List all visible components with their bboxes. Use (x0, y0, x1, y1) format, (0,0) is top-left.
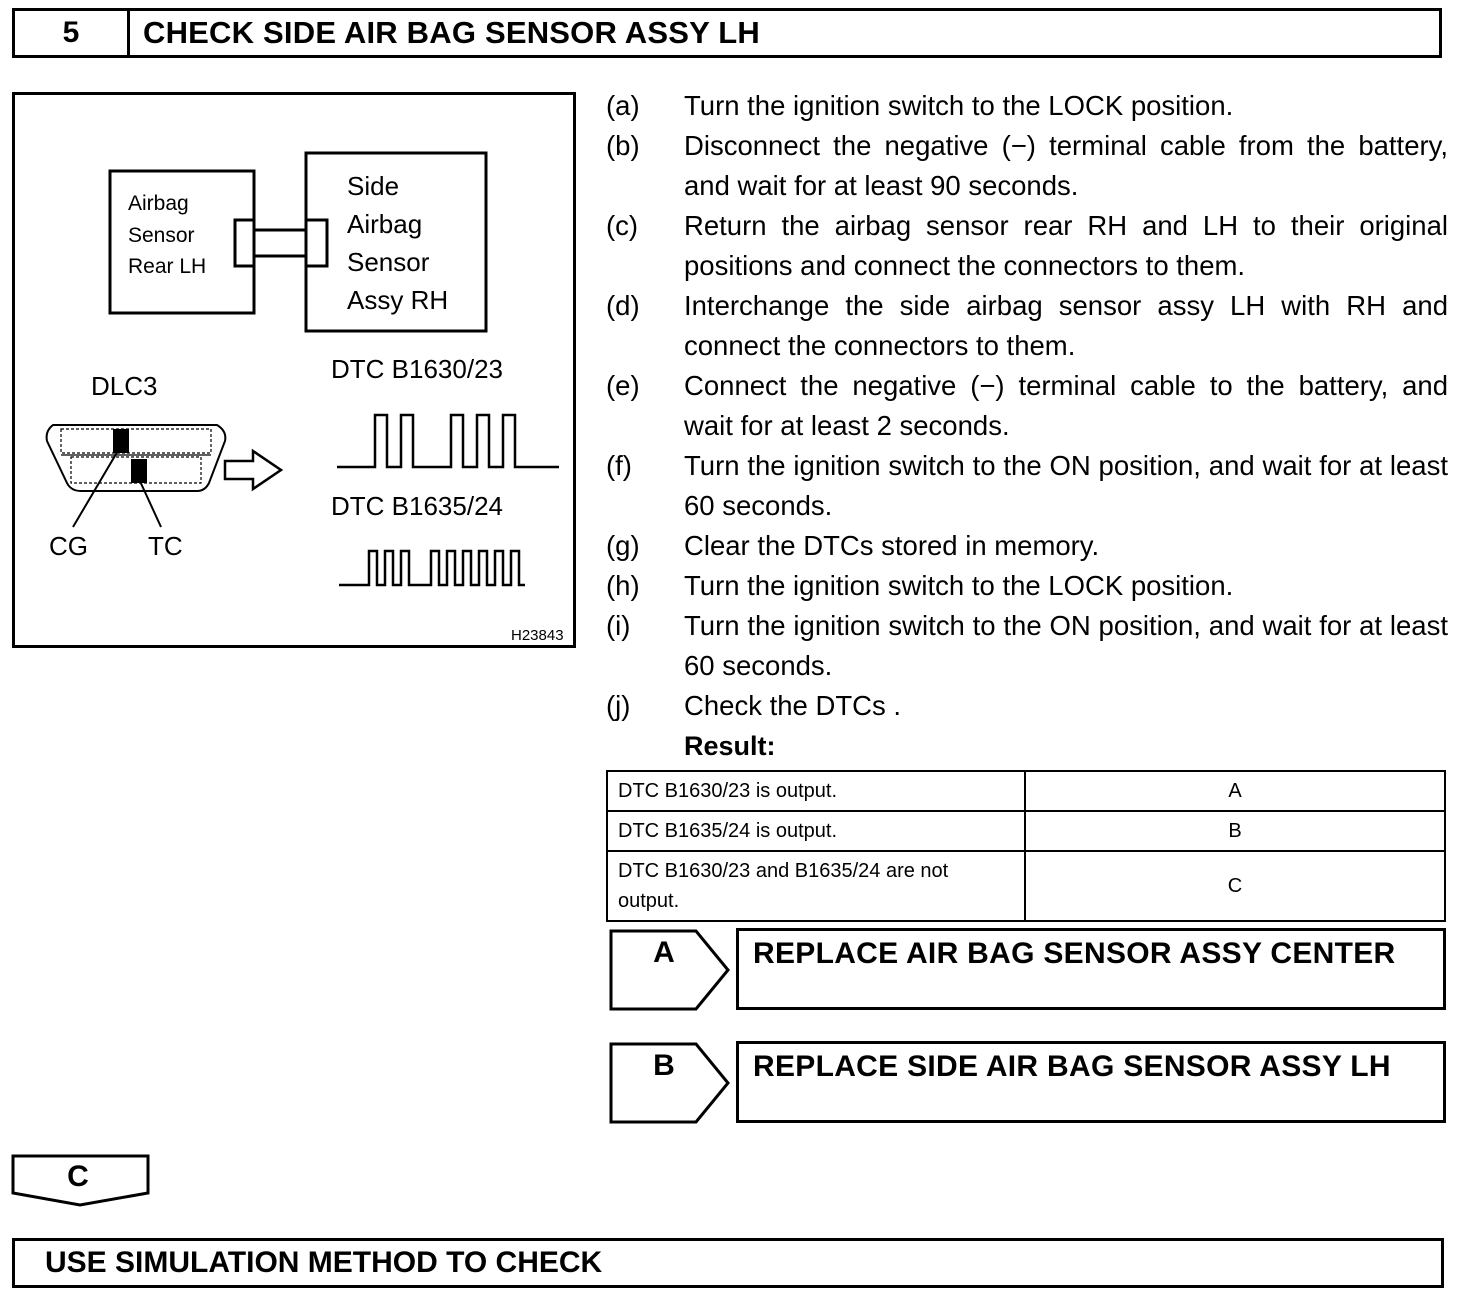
cg-label: CG (49, 531, 88, 561)
step-header (12, 8, 1442, 58)
step-label: (i) (606, 610, 631, 641)
step-c (606, 206, 1448, 286)
sensor-left-line-1: Airbag (128, 192, 189, 215)
step-i (606, 606, 1448, 686)
step-label: (f) (606, 450, 632, 481)
result-condition: DTC B1635/24 is output. (607, 811, 1025, 851)
step-label: (b) (606, 130, 640, 161)
step-label: (a) (606, 90, 640, 121)
step-g (606, 526, 1448, 566)
results-table (606, 770, 1446, 922)
diagram-svg (15, 95, 573, 645)
result-code: A (1025, 771, 1445, 811)
step-text: Clear the DTCs stored in memory. (684, 530, 1100, 561)
step-label: (e) (606, 370, 640, 401)
connector-right (306, 220, 327, 266)
figure-id: H23843 (511, 627, 564, 644)
sensor-right-line-3: Sensor (347, 247, 430, 277)
outcome-b-letter: B (653, 1049, 675, 1082)
procedure-steps (606, 86, 1448, 766)
step-label: (h) (606, 570, 640, 601)
dtc2-label: DTC B1635/24 (331, 491, 503, 521)
cg-terminal (113, 429, 129, 453)
step-text: Return the airbag sensor rear RH and LH to their original positions and connect the connectors to them. (684, 210, 1448, 281)
table-row (607, 771, 1445, 811)
step-j (606, 686, 1448, 726)
step-label: (j) (606, 690, 631, 721)
result-condition: DTC B1630/23 and B1635/24 are not output. (607, 851, 1025, 921)
sensor-right-line-1: Side (347, 171, 400, 201)
dtc1-label: DTC B1630/23 (331, 354, 503, 384)
step-text: Turn the ignition switch to the LOCK position. (684, 570, 1234, 601)
sensor-left-line-2: Sensor (128, 224, 195, 247)
sensor-left-line-3: Rear LH (128, 255, 207, 278)
outcome-b-action: REPLACE SIDE AIR BAG SENSOR ASSY LH (736, 1041, 1446, 1123)
step-text: Turn the ignition switch to the ON position, and wait for at least 60 seconds. (684, 610, 1448, 681)
step-text: Interchange the side airbag sensor assy LH with RH and connect the connectors to them. (684, 290, 1448, 361)
step-label: (d) (606, 290, 640, 321)
dtc2-waveform (339, 551, 525, 585)
step-text: Turn the ignition switch to the ON position, and wait for at least 60 seconds. (684, 450, 1448, 521)
sensor-right-line-4: Assy RH (347, 285, 449, 315)
next-step-box: USE SIMULATION METHOD TO CHECK (12, 1238, 1444, 1288)
outcome-a-action: REPLACE AIR BAG SENSOR ASSY CENTER (736, 928, 1446, 1010)
outcome-c-letter: C (67, 1160, 89, 1193)
connection-diagram (12, 92, 576, 648)
result-code: C (1025, 851, 1445, 921)
outcome-a-letter: A (653, 936, 675, 969)
result-code: B (1025, 811, 1445, 851)
dtc1-waveform (337, 415, 559, 467)
step-h (606, 566, 1448, 606)
step-d (606, 286, 1448, 366)
step-number: 5 (15, 11, 130, 55)
table-row (607, 811, 1445, 851)
step-f (606, 446, 1448, 526)
step-text: Turn the ignition switch to the LOCK position. (684, 90, 1234, 121)
dlc3-label: DLC3 (91, 371, 158, 401)
result-condition: DTC B1630/23 is output. (607, 771, 1025, 811)
step-text: Connect the negative (−) terminal cable to the battery, and wait for at least 2 seconds. (684, 370, 1448, 441)
step-text: Check the DTCs . (684, 690, 902, 721)
step-text: Disconnect the negative (−) terminal cable from the battery, and wait for at least 90 seconds. (684, 130, 1448, 201)
step-b (606, 126, 1448, 206)
step-e (606, 366, 1448, 446)
connector-left (235, 220, 254, 266)
step-label: (g) (606, 530, 640, 561)
step-a (606, 86, 1448, 126)
result-label: Result: (684, 731, 776, 761)
table-row (607, 851, 1445, 921)
right-arrow-icon (225, 451, 281, 489)
tc-label: TC (148, 531, 183, 561)
step-label: (c) (606, 210, 639, 241)
step-title: CHECK SIDE AIR BAG SENSOR ASSY LH (143, 15, 760, 50)
sensor-right-line-2: Airbag (347, 209, 423, 239)
